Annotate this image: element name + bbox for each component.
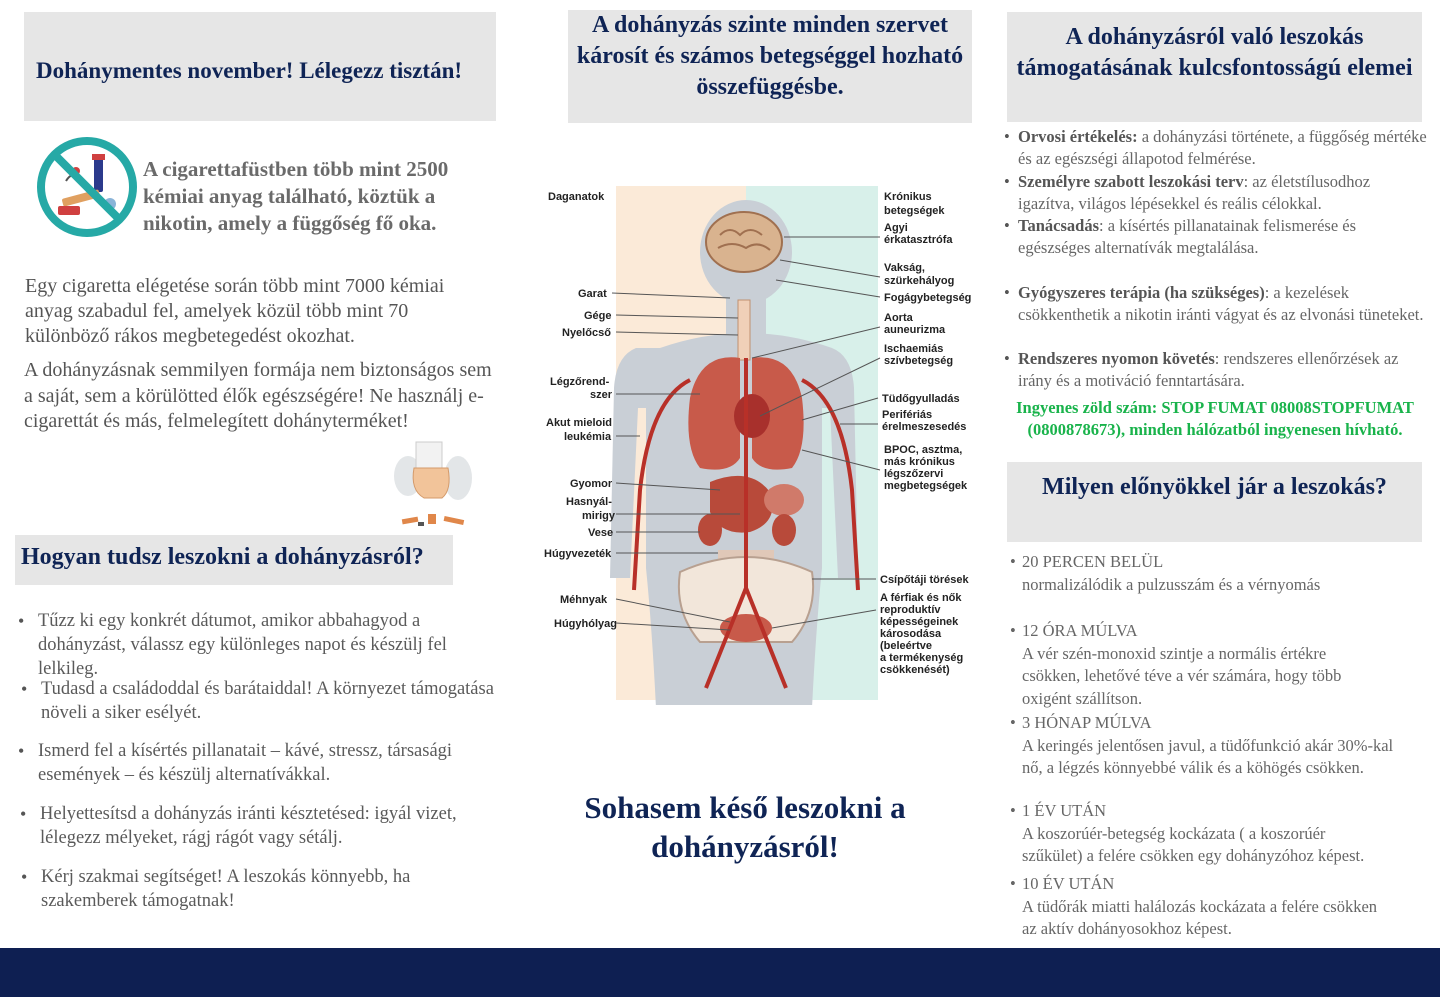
diagram-label: Perifériás [882, 409, 933, 421]
diagram-label: Agyi [884, 222, 908, 234]
diagram-label: érkatasztrófa [884, 234, 953, 246]
center-header-box [568, 10, 972, 123]
diagram-right-title: betegségek [884, 205, 945, 217]
benefit-item: • 3 HÓNAP MÚLVA A keringés jelentősen javul, a tüdőfunkció akár 30%-kal nő, a légzés könnyebbé válik és a köhögés csökken. [1010, 713, 1394, 777]
diagram-label: képességeinek [880, 616, 959, 628]
list-item: • Gyógyszeres terápia (ha szükséges): a kezelések csökkenthetik a nikotin iránti vágyat és az elvonási tüneteket. [1004, 283, 1424, 324]
footer-bar [0, 948, 1440, 997]
benefit-item: • 10 ÉV UTÁN A tüdőrák miatti halálozás kockázata a felére csökken az aktív dohányosokhoz képest. [1010, 874, 1378, 938]
benefit-item: • 12 ÓRA MÚLVA A vér szén-monoxid szintje a normális értékre csökken, lehetővé téve a vér számára, hogy több oxigént szállítson. [1010, 621, 1342, 708]
diagram-label: Ischaemiás [884, 343, 944, 355]
list-item: • Orvosi értékelés: a dohányzási története, a függőség mértéke és az egészségi állapotod felmérése. [1004, 127, 1427, 168]
diagram-label: Húgyhólyag [554, 618, 617, 630]
left-header-box [24, 12, 496, 121]
how-to-quit-title: Hogyan tudsz leszokni a dohányzásról? [21, 544, 424, 570]
diagram-label: szívbetegség [884, 355, 954, 367]
cigarette-chemicals-paragraph: Egy cigaretta elégetése során több mint 7000 kémiai anyag szabadul fel, amelyek közül több mint 70 különböző rákos megbetegedést okozhat. [25, 275, 445, 347]
no-safe-smoking-paragraph: A dohányzásnak semmilyen formája nem biztonságos sem a saját, sem a körülötted élők egészségére! Ne használj e-cigarettát és más, felmelegített dohányterméket! [24, 359, 492, 432]
diagram-label: szürkehályog [884, 275, 955, 287]
left-header-title: Dohánymentes november! Lélegezz tisztán! [36, 58, 463, 83]
diagram-label: Fogágybetegség [884, 292, 972, 304]
diagram-label: érelmeszesedés [882, 421, 967, 433]
benefit-item: • 20 PERCEN BELÜL normalizálódik a pulzusszám és a vérnyomás [1010, 552, 1321, 594]
diagram-label: (beleértve [880, 640, 932, 652]
diagram-label: Csípőtáji törések [880, 574, 969, 586]
diagram-label: Hasnyál- [566, 496, 612, 508]
list-item: • Ismerd fel a kísértés pillanatait – kávé, stressz, társasági események – és készülj alternatívákkal. [18, 741, 453, 785]
support-header-title: A dohányzásról való leszokás támogatásának kulcsfontosságú elemei [1016, 24, 1413, 81]
diagram-label: Méhnyak [560, 594, 608, 606]
list-item: • Tűzz ki egy konkrét dátumot, amikor abbahagyod a dohányzást, válassz egy különleges napot és készülj fel lelkileg. [18, 611, 447, 679]
diagram-label: Nyelőcső [562, 327, 611, 339]
slogan: Sohasem késő leszokni a dohányzásról! [584, 790, 906, 864]
list-item: • Helyettesítsd a dohányzás iránti késztetésed: igyál vizet, lélegezz mélyeket, rágj rágót vagy sétálj. [20, 804, 457, 848]
diagram-label: Tüdőgyulladás [882, 393, 960, 405]
diagram-label: leukémia [564, 431, 612, 443]
diagram-label: Akut mieloid [546, 417, 613, 429]
diagram-label: megbetegségek [884, 480, 968, 492]
diagram-label: Aorta [884, 312, 913, 324]
hotline-text: Ingyenes zöld szám: STOP FUMAT 08008STOPFUMAT (0800878673), minden hálózatból ingyenesen hívható. [1016, 398, 1414, 439]
diagram-label: reproduktív [880, 604, 941, 616]
crushed-cigarette-hand-icon [388, 438, 476, 528]
diagram-label: mirigy [582, 510, 616, 522]
list-item: • Tanácsadás: a kísértés pillanatainak felismerése és egészséges alternatívák megtalálása. [1004, 216, 1357, 257]
list-item: • Tudasd a családoddal és barátaiddal! A környezet támogatása növeli a siker esélyét. [21, 679, 494, 723]
diagram-left-title: Daganatok [548, 191, 605, 203]
diagram-label: Garat [578, 288, 607, 300]
diagram-right-title: Krónikus [884, 191, 932, 203]
diagram-label: Gyomor [570, 478, 613, 490]
no-smoking-icon [36, 136, 138, 238]
center-header-title: A dohányzás szinte minden szervet károsít és számos betegséggel hozható összefüggésbe. [576, 12, 964, 100]
diagram-label: BPOC, asztma, [884, 444, 963, 456]
diagram-label: Vakság, [884, 262, 925, 274]
diagram-label: A férfiak és nők [880, 592, 962, 604]
diagram-label: más krónikus [884, 456, 955, 468]
benefit-item: • 1 ÉV UTÁN A koszorúér-betegség kockázata ( a koszorúér szűkület) a felére csökken egy dohányzóhoz képest. [1010, 801, 1365, 865]
list-item: • Kérj szakmai segítséget! A leszokás könnyebb, ha szakemberek támogatnak! [21, 867, 411, 911]
how-to-quit-header-box [15, 535, 453, 585]
diagram-label: Gége [584, 310, 612, 322]
diagram-label: légszőzervi [884, 468, 944, 480]
diagram-label: Légzőrend- [550, 376, 610, 388]
diagram-label: károsodása [880, 628, 942, 640]
diagram-label: a termékenység [880, 652, 964, 664]
benefits-header-box [1007, 462, 1422, 542]
list-item: • Rendszeres nyomon követés: rendszeres ellenőrzések az irány és a motiváció fenntartására. [1004, 349, 1399, 390]
list-item: • Személyre szabott leszokási terv: az életstílusodhoz igazítva, világos lépésekkel és reális célokkal. [1004, 172, 1371, 213]
smoke-facts-text: A cigarettafüstben több mint 2500 kémiai anyag található, köztük a nikotin, amely a függőség fő oka. [143, 157, 449, 235]
body-organs-diagram [540, 180, 980, 705]
diagram-label: Vese [588, 527, 614, 539]
diagram-label: csökkenését) [880, 664, 950, 676]
benefits-header-title: Milyen előnyökkel jár a leszokás? [1042, 474, 1387, 500]
support-header-box [1007, 12, 1422, 122]
diagram-label: szer [590, 389, 613, 401]
diagram-label: auneurizma [884, 324, 946, 336]
diagram-label: Húgyvezeték [544, 548, 612, 560]
